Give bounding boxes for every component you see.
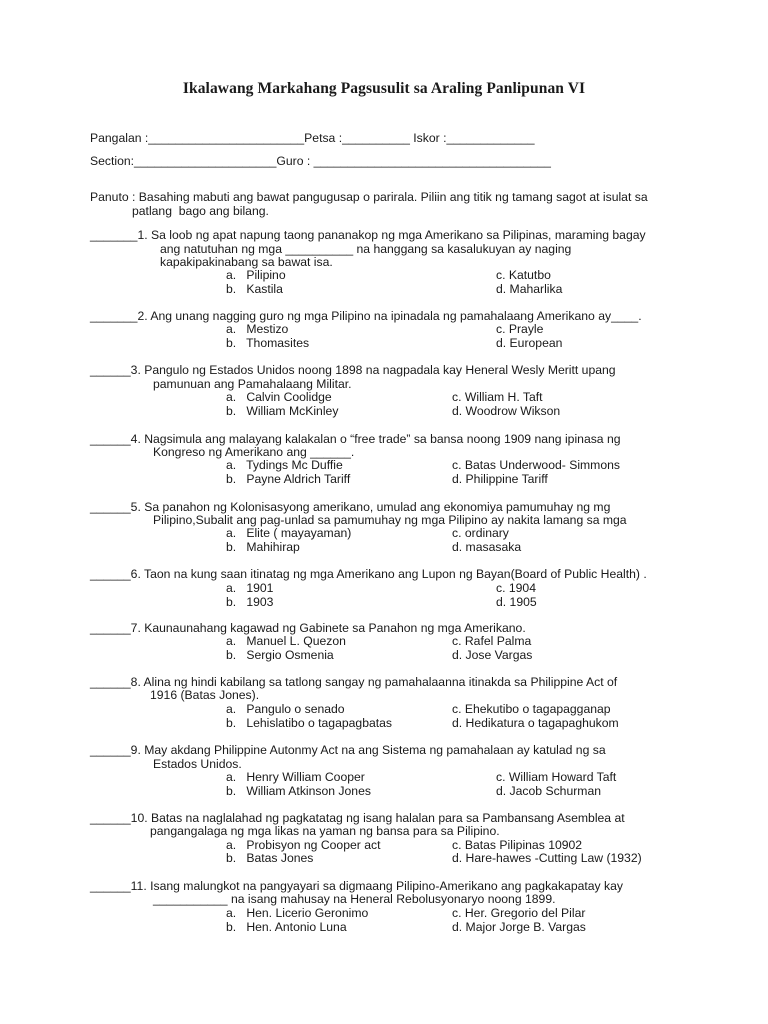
question-5-option-b: b. Mahihirap xyxy=(226,540,300,554)
question-3-line-1: ______3. Pangulo ng Estados Unidos noong 1898 na nagpadala kay Heneral Wesly Meritt upang xyxy=(90,363,616,377)
question-10-option-a: a. Probisyon ng Cooper act xyxy=(226,838,381,852)
question-8-option-c: c. Ehekutibo o tagapagganap xyxy=(452,702,611,716)
question-6-option-d: d. 1905 xyxy=(496,595,537,609)
question-1-line-3: kapakipakinabang sa bawat isa. xyxy=(160,255,333,269)
question-3-option-d: d. Woodrow Wikson xyxy=(452,404,561,418)
instructions-line-1: Panuto : Basahing mabuti ang bawat pangugusap o parirala. Piliin ang titik ng tamang sagot at isulat sa xyxy=(90,190,648,204)
question-7-option-b: b. Sergio Osmenia xyxy=(226,648,334,662)
question-8-line-1: ______8. Alina ng hindi kabilang sa tatlong sangay ng pamahalaanna itinakda sa Philippine Act of xyxy=(90,675,618,689)
question-7-line-1: ______7. Kaunaunahang kagawad ng Gabinete sa Panahon ng mga Amerikano. xyxy=(90,621,526,635)
question-7-option-a: a. Manuel L. Quezon xyxy=(226,634,346,648)
question-9-line-1: ______9. May akdang Philippine Autonmy Act na ang Sistema ng pamahalaan ay katulad ng sa xyxy=(90,743,606,757)
question-1-option-a: a. Pilipino xyxy=(226,268,286,282)
question-2-option-d: d. European xyxy=(496,336,563,350)
question-11-line-2: ___________ na isang mahusay na Heneral Rebolusyonaryo noong 1899. xyxy=(153,892,556,906)
question-2-option-a: a. Mestizo xyxy=(226,322,289,336)
question-11-option-b: b. Hen. Antonio Luna xyxy=(226,920,347,934)
question-3-option-a: a. Calvin Coolidge xyxy=(226,390,332,404)
question-5-option-a: a. Elite ( mayayaman) xyxy=(226,526,352,540)
question-1-option-b: b. Kastila xyxy=(226,282,283,296)
question-8-option-d: d. Hedikatura o tagapaghukom xyxy=(452,716,619,730)
question-5-option-d: d. masasaka xyxy=(452,540,522,554)
question-1-option-d: d. Maharlika xyxy=(496,282,563,296)
question-4-line-1: ______4. Nagsimula ang malayang kalakalan o “free trade” sa bansa noong 1909 nang ipinasa ng xyxy=(90,432,621,446)
question-6-option-c: c. 1904 xyxy=(496,581,536,595)
question-4-option-d: d. Philippine Tariff xyxy=(452,472,548,486)
question-8-option-a: a. Pangulo o senado xyxy=(226,702,345,716)
question-5-option-c: c. ordinary xyxy=(452,526,509,540)
question-9-option-a: a. Henry William Cooper xyxy=(226,770,365,784)
question-9-line-2: Estados Unidos. xyxy=(153,757,242,771)
question-8-line-2: 1916 (Batas Jones). xyxy=(150,688,260,702)
question-10-line-1: ______10. Batas na naglalahad ng pagkatatag ng isang halalan para sa Pambansang Asemblea at xyxy=(90,811,625,825)
question-11-option-d: d. Major Jorge B. Vargas xyxy=(452,920,586,934)
question-3-line-2: pamunuan ang Pamahalaang Militar. xyxy=(153,377,352,391)
question-9-option-b: b. William Atkinson Jones xyxy=(226,784,371,798)
question-9-option-d: d. Jacob Schurman xyxy=(496,784,602,798)
question-11-option-c: c. Her. Gregorio del Pilar xyxy=(452,906,586,920)
question-4-option-b: b. Payne Aldrich Tariff xyxy=(226,472,351,486)
question-10-option-c: c. Batas Pilipinas 10902 xyxy=(452,838,583,852)
question-3-option-c: c. William H. Taft xyxy=(452,390,543,404)
question-7-option-d: d. Jose Vargas xyxy=(452,648,533,662)
question-2-option-b: b. Thomasites xyxy=(226,336,310,350)
question-5-line-1: ______5. Sa panahon ng Kolonisasyong amerikano, umulad ang ekonomiya pamumuhay ng mg xyxy=(90,500,611,514)
question-1-line-2: ang natutuhan ng mga __________ na hanggang sa kasalukuyan ay naging xyxy=(160,242,572,256)
question-4-line-2: Kongreso ng Amerikano ang ______. xyxy=(153,445,355,459)
section-teacher-line: Section:_____________________Guro : ___________________________________ xyxy=(90,154,551,168)
question-7-option-c: c. Rafel Palma xyxy=(452,634,532,648)
question-10-option-d: d. Hare-hawes -Cutting Law (1932) xyxy=(452,851,642,865)
question-3-option-b: b. William McKinley xyxy=(226,404,339,418)
question-11-line-1: ______11. Isang malungkot na pangyayari sa digmaang Pilipino-Amerikano ang pagkakapatay kay xyxy=(90,879,623,893)
question-4-option-c: c. Batas Underwood- Simmons xyxy=(452,458,620,472)
question-1-line-1: _______1. Sa loob ng apat napung taong pananakop ng mga Amerikano sa Pilipinas, maraming bagay xyxy=(90,228,646,242)
question-11-option-a: a. Hen. Licerio Geronimo xyxy=(226,906,369,920)
question-10-line-2: pangangalaga ng mga likas na yaman ng bansa para sa Pilipino. xyxy=(150,824,500,838)
question-6-option-a: a. 1901 xyxy=(226,581,274,595)
question-8-option-b: b. Lehislatibo o tagapagbatas xyxy=(226,716,393,730)
question-6-option-b: b. 1903 xyxy=(226,595,274,609)
question-9-option-c: c. William Howard Taft xyxy=(496,770,617,784)
question-10-option-b: b. Batas Jones xyxy=(226,851,314,865)
question-5-line-2: Pilipino,Subalit ang pag-unlad sa pamumuhay ng mga Pilipino ay nakita lamang sa mga xyxy=(153,513,627,527)
exam-title: Ikalawang Markahang Pagsusulit sa Araling Panlipunan VI xyxy=(182,80,586,97)
question-4-option-a: a. Tydings Mc Duffie xyxy=(226,458,343,472)
question-6-line-1: ______6. Taon na kung saan itinatag ng mga Amerikano ang Lupon ng Bayan(Board of Public Health) . xyxy=(90,567,647,581)
instructions-line-2: patlang bago ang bilang. xyxy=(132,204,269,218)
question-2-line-1: _______2. Ang unang nagging guro ng mga Pilipino na ipinadala ng pamahalaang Amerikano ay____. xyxy=(90,309,642,323)
question-2-option-c: c. Prayle xyxy=(496,322,544,336)
name-date-score-line: Pangalan :_______________________Petsa :__________ Iskor :_____________ xyxy=(90,131,535,145)
question-1-option-c: c. Katutbo xyxy=(496,268,551,282)
